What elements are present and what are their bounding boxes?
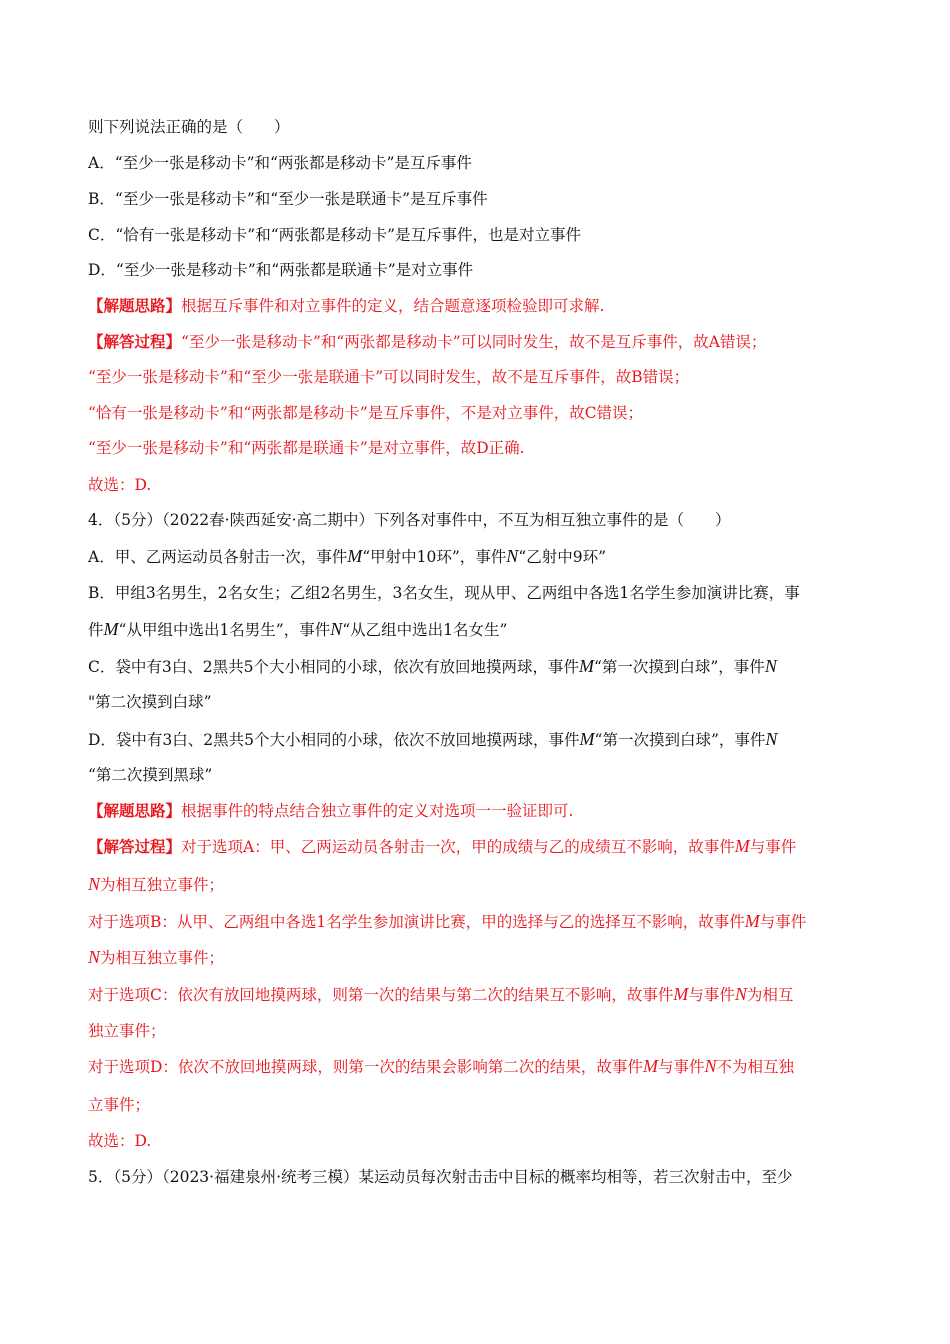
q4-option-c-line2: "第二次摸到白球” — [88, 693, 212, 711]
q4-solution-idea — [88, 800, 868, 822]
q3-option-a: A．“至少一张是移动卡”和“两张都是移动卡”是互斥事件 — [88, 154, 472, 172]
text-segment: 对于选项D：依次不放回地摸两球，则第一次的结果会影响第二次的结果，故事件 — [88, 1058, 643, 1076]
text-segment: 不为相互独 — [716, 1058, 794, 1076]
q4-option-a — [88, 545, 868, 568]
math-var-m: M — [579, 729, 595, 749]
math-var-n: N — [88, 947, 101, 967]
q3-option-c: C．“恰有一张是移动卡”和“两张都是移动卡”是互斥事件，也是对立事件 — [88, 226, 582, 244]
process-line: “至少一张是移动卡”和“两张都是移动卡”可以同时发生，故不是互斥事件，故A错误； — [181, 333, 767, 351]
math-var-m: M — [744, 911, 760, 931]
math-var-m: M — [673, 984, 689, 1004]
q4-option-b-line2 — [88, 618, 868, 641]
math-var-n: N — [88, 874, 101, 894]
text-segment: “乙射中9环” — [518, 548, 607, 566]
text-segment: D．袋中有3白、2黑共5个大小相同的小球，依次不放回地摸两球，事件 — [88, 731, 580, 749]
q3-option-d: D．“至少一张是移动卡”和“两张都是联通卡”是对立事件 — [88, 261, 474, 279]
q3-solution-process — [88, 331, 868, 353]
math-var-m: M — [578, 656, 594, 676]
text-segment: 对于选项B：从甲、乙两组中各选1名学生参加演讲比赛，甲的选择与乙的选择互不影响，故事件 — [88, 913, 745, 931]
text-segment: 为相互 — [746, 986, 794, 1004]
text-segment: “从乙组中选出1名女生” — [342, 621, 508, 639]
math-var-m: M — [642, 1056, 658, 1076]
text-segment: C．袋中有3白、2黑共5个大小相同的小球，依次有放回地摸两球，事件 — [88, 658, 579, 676]
idea-label: 【解题思路】 — [88, 801, 182, 820]
text-segment: “从甲组中选出1名男生”，事件 — [118, 621, 331, 639]
q4-option-b-line1: B．甲组3名男生，2名女生；乙组2名男生，3名女生，现从甲、乙两组中各选1名学生参加演讲比赛，事 — [88, 584, 800, 602]
q3-process-line-b: “至少一张是移动卡”和“至少一张是联通卡”可以同时发生，故不是互斥事件，故B错误； — [88, 368, 690, 386]
math-var-n: N — [764, 656, 777, 676]
q3-answer: 故选：D. — [88, 476, 152, 494]
process-label: 【解答过程】 — [88, 837, 182, 856]
q4-process-b-line2 — [88, 946, 868, 969]
math-var-m: M — [347, 546, 363, 566]
text-segment: 与事件 — [688, 986, 735, 1004]
math-var-n: N — [506, 546, 519, 566]
text-segment: 与事件 — [749, 838, 797, 856]
math-var-n: N — [765, 729, 778, 749]
q4-process-d-line2: 立事件； — [88, 1096, 151, 1114]
text-segment: 与事件 — [759, 913, 807, 931]
q4-process-a-line2 — [88, 873, 868, 896]
q4-process-a-line1 — [88, 835, 868, 858]
text-segment: “第一次摸到白球”，事件 — [594, 731, 766, 749]
idea-label: 【解题思路】 — [88, 296, 182, 315]
q4-option-c-line1 — [88, 655, 868, 678]
q4-answer: 故选：D. — [88, 1132, 152, 1150]
idea-text: 根据互斥事件和对立事件的定义，结合题意逐项检验即可求解. — [181, 297, 605, 315]
q3-process-line-d: “至少一张是移动卡”和“两张都是联通卡”是对立事件，故D正确. — [88, 439, 525, 457]
math-var-n: N — [330, 619, 343, 639]
q3-stem: 则下列说法正确的是（ ） — [88, 118, 290, 136]
text-segment: 为相互独立事件； — [100, 949, 225, 967]
text-segment: “第一次摸到白球”，事件 — [593, 658, 765, 676]
process-label: 【解答过程】 — [88, 332, 182, 351]
math-var-n: N — [704, 1056, 717, 1076]
q4-process-d-line1 — [88, 1055, 868, 1078]
q4-stem: 4．（5分）（2022春·陕西延安·高二期中）下列各对事件中，不互为相互独立事件的是（ ） — [88, 511, 731, 529]
q3-solution-idea — [88, 295, 868, 317]
text-segment: A．甲、乙两运动员各射击一次，事件 — [88, 548, 348, 566]
math-var-m: M — [103, 619, 119, 639]
text-segment: “甲射中10环”，事件 — [362, 548, 507, 566]
math-var-m: M — [734, 836, 750, 856]
q4-process-c-line2: 独立事件； — [88, 1022, 166, 1040]
text-segment: 件 — [88, 621, 104, 639]
text-segment: 对于选项A：甲、乙两运动员各射击一次，甲的成绩与乙的成绩互不影响，故事件 — [181, 838, 735, 856]
q3-option-b: B．“至少一张是移动卡”和“至少一张是联通卡”是互斥事件 — [88, 190, 488, 208]
text-segment: 与事件 — [657, 1058, 705, 1076]
idea-text: 根据事件的特点结合独立事件的定义对选项一一验证即可. — [181, 802, 574, 820]
q3-process-line-c: “恰有一张是移动卡”和“两张都是移动卡”是互斥事件，不是对立事件，故C错误； — [88, 404, 644, 422]
text-segment: 对于选项C：依次有放回地摸两球，则第一次的结果与第二次的结果互不影响，故事件 — [88, 986, 674, 1004]
text-segment: 为相互独立事件； — [100, 876, 225, 894]
q4-option-d-line2: “第二次摸到黑球” — [88, 766, 213, 784]
q4-option-d-line1 — [88, 728, 868, 751]
q4-process-c-line1 — [88, 983, 868, 1006]
math-var-n: N — [734, 984, 747, 1004]
q4-process-b-line1 — [88, 910, 868, 933]
q5-stem: 5．（5分）（2023·福建泉州·统考三模）某运动员每次射击击中目标的概率均相等，若三次射击中，至少 — [88, 1168, 793, 1186]
